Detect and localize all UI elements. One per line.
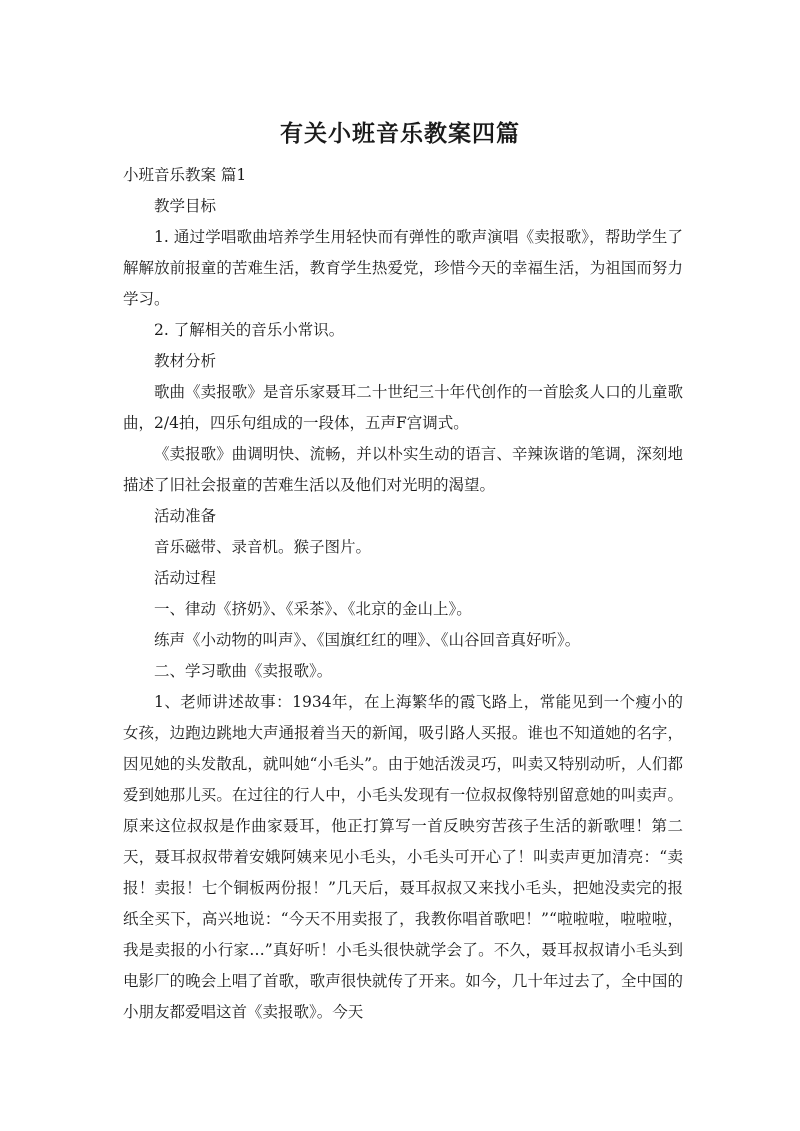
- paragraph-material-analysis-1: 歌曲《卖报歌》是音乐家聂耳二十世纪三十年代创作的一首脍炙人口的儿童歌曲，2/4拍，四乐句组成的一段体，五声F宫调式。: [123, 383, 683, 432]
- paragraph-process-heading: 活动过程: [154, 569, 217, 587]
- paragraph-teaching-goals-heading: 教学目标: [154, 197, 217, 215]
- paragraph-process-step-1: 一、律动《挤奶》、《采茶》、《北京的金山上》。: [154, 600, 472, 618]
- document-body: [123, 160, 683, 1028]
- paragraph-goal-1: 1. 通过学唱歌曲培养学生用轻快而有弹性的歌声演唱《卖报歌》，帮助学生了解解放前报童的苦难生活，教育学生热爱党，珍惜今天的幸福生活，为祖国而努力学习。: [123, 228, 683, 308]
- paragraph-preparation: 音乐磁带、录音机。猴子图片。: [154, 538, 372, 556]
- paragraph-material-analysis-heading: 教材分析: [154, 352, 217, 370]
- paragraph-goal-2: 2. 了解相关的音乐小常识。: [154, 321, 345, 339]
- paragraph-story: 1、老师讲述故事：1934年，在上海繁华的霞飞路上，常能见到一个瘦小的女孩，边跑边跳地大声通报着当天的新闻，吸引路人买报。谁也不知道她的名字，因见她的头发散乱，就叫她“小毛头”。由于她活泼灵巧，叫卖又特别动听，人们都爱到她那儿买。在过往的行人中，小毛头发现有一位叔叔像特别留意她的叫卖声。原来这位叔叔是作曲家聂耳，他正打算写一首反映穷苦孩子生活的新歌哩！第二天，聂耳叔叔带着安娥阿姨来见小毛头，小毛头可开心了！叫卖声更加清亮：“卖报！卖报！七个铜板两份报！”几天后，聂耳叔叔又来找小毛头，把她没卖完的报纸全买下，高兴地说：“今天不用卖报了，我教你唱首歌吧！”“啦啦啦，啦啦啦，我是卖报的小行家…”真好听！小毛头很快就学会了。不久，聂耳叔叔请小毛头到电影厂的晚会上唱了首歌，歌声很快就传了开来。如今，几十年过去了，全中国的小朋友都爱唱这首《卖报歌》。今天: [123, 693, 683, 1021]
- paragraph-preparation-heading: 活动准备: [154, 507, 217, 525]
- paragraph-vocal-practice: 练声《小动物的叫声》、《国旗红红的哩》、《山谷回音真好听》。: [154, 631, 581, 649]
- paragraph-process-step-2: 二、学习歌曲《卖报歌》。: [154, 662, 333, 680]
- paragraph-material-analysis-2: 《卖报歌》曲调明快、流畅，并以朴实生动的语言、辛辣诙谐的笔调，深刻地描述了旧社会报童的苦难生活以及他们对光明的渴望。: [123, 445, 683, 494]
- section-heading: 小班音乐教案 篇1: [123, 166, 247, 184]
- document-title: 有关小班音乐教案四篇: [280, 121, 520, 147]
